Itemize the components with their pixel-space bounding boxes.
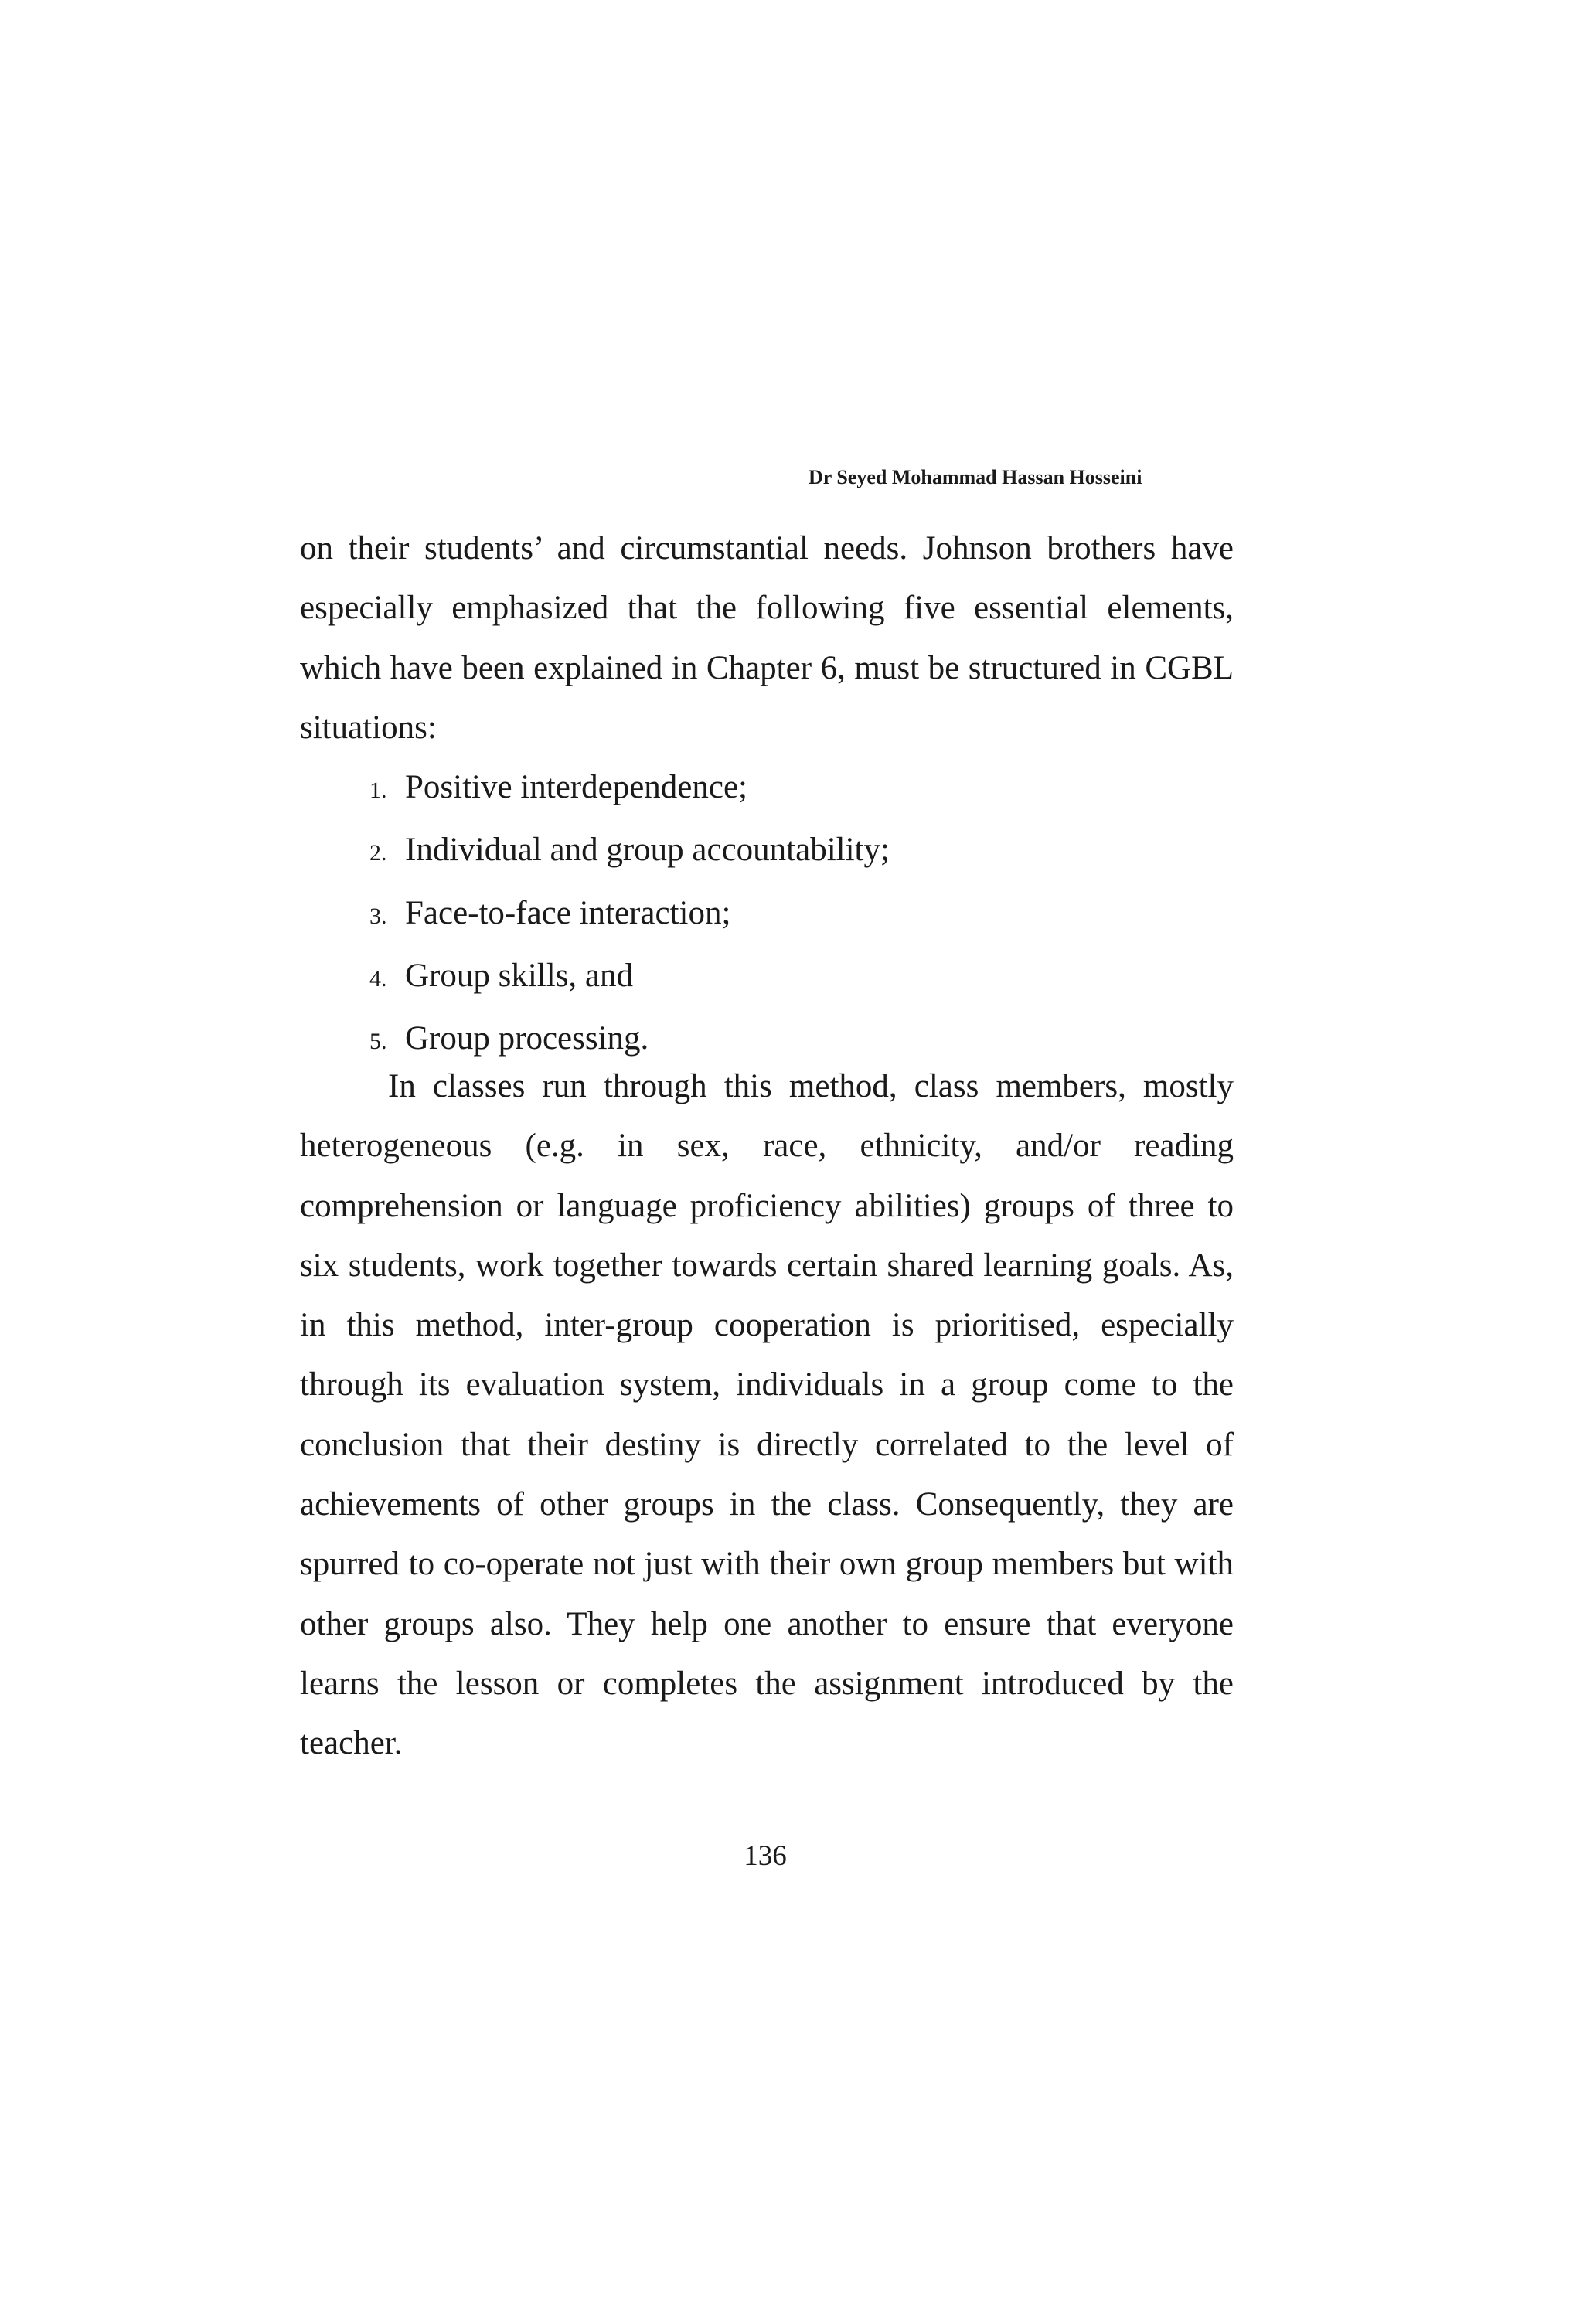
list-item-number: 2. (369, 840, 387, 866)
list-item (369, 820, 890, 883)
paragraph-intro-text: on their students’ and circumstantial needs. Johnson brothers have especially emphasized that the following five essential elements, which have been explained in Chapter 6, must be structured in CGBL situations: (300, 530, 1234, 746)
list-item-number: 1. (369, 778, 387, 803)
list-item-text: Positive interdependence; (405, 769, 747, 805)
list-item-text: Face-to-face interaction; (405, 894, 731, 931)
list-item-number: 3. (369, 903, 387, 929)
list-item-number: 4. (369, 965, 387, 992)
list-item (369, 883, 890, 946)
list-item-text: Group skills, and (405, 957, 634, 994)
paragraph-intro (300, 519, 1234, 757)
list-item (369, 946, 890, 1009)
paragraph-method (300, 1057, 1234, 1774)
list-item-number: 5. (369, 1029, 387, 1055)
page-number: 136 (744, 1840, 787, 1872)
list-item-text: Group processing. (405, 1020, 649, 1057)
running-head-author: Dr Seyed Mohammad Hassan Hosseini (809, 466, 1142, 488)
paragraph-method-text: In classes run through this method, class members, mostly heterogeneous (e.g. in sex, race, ethnicity, and/or reading comprehension or language proficiency abilities) groups of three to six students, work together towards certain shared learning goals. As, in this method, inter-group cooperation is prioritised, especially through its evaluation system, individuals in a group come to the conclusion that their destiny is directly correlated to the level of achievements of other groups in the class. Consequently, they are spurred to co-operate not just with their own group members but with other groups also. They help one another to ensure that everyone learns the lesson or completes the assignment introduced by the teacher. (300, 1068, 1234, 1762)
list-item (369, 757, 890, 820)
essential-elements-list (369, 757, 890, 1071)
list-item-text: Individual and group accountability; (405, 832, 890, 869)
